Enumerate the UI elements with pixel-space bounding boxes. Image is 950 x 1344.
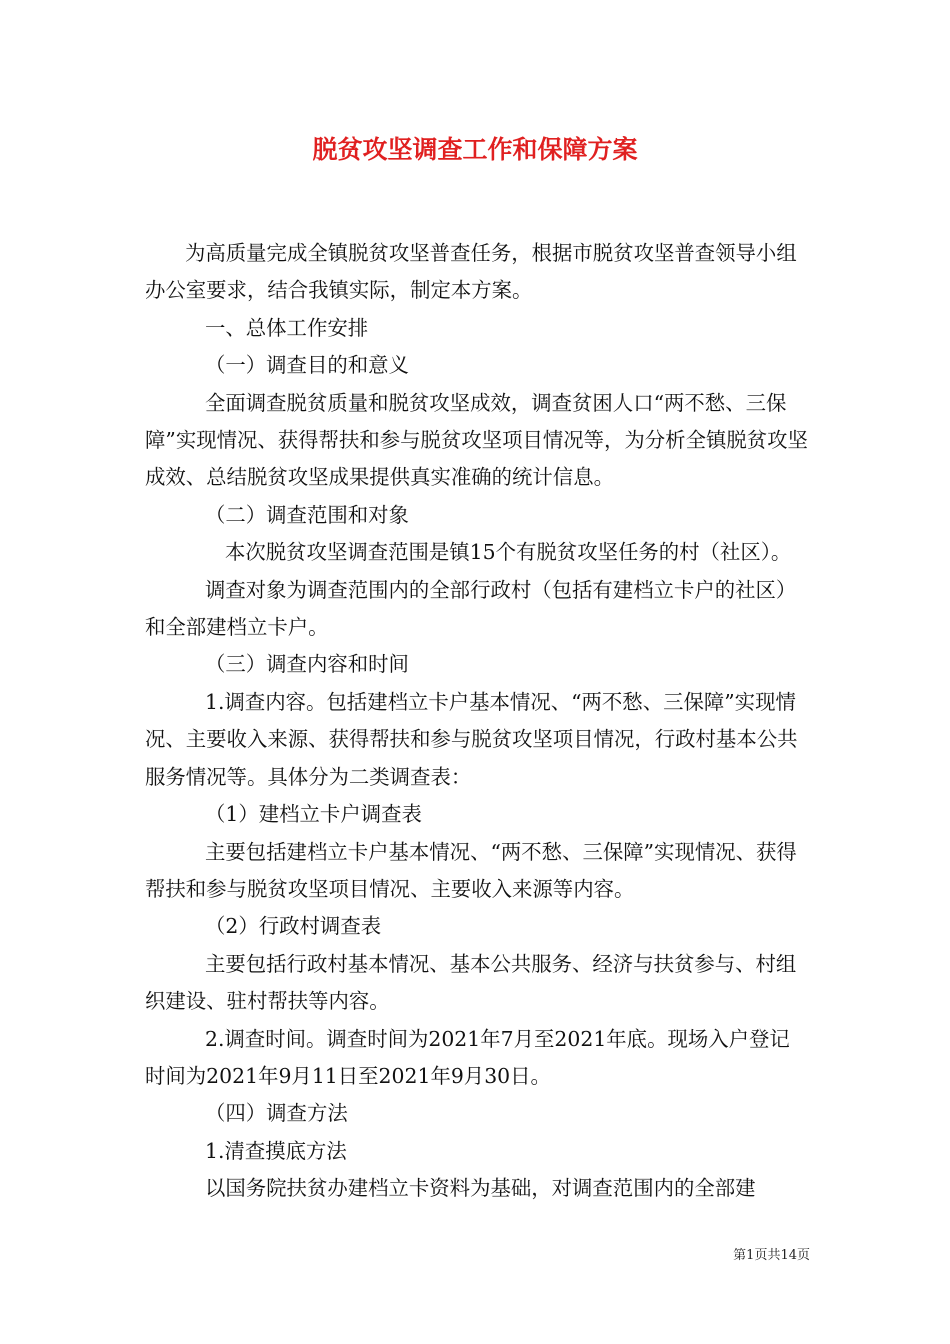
paragraph: 以国务院扶贫办建档立卡资料为基础，对调查范围内的全部建: [205, 1176, 756, 1201]
paragraph: 主要包括行政村基本情况、基本公共服务、经济与扶贫参与、村组织建设、驻村帮扶等内容。: [145, 951, 797, 1014]
paragraph: （2）行政村调查表: [205, 914, 382, 939]
paragraph: 调查对象为调查范围内的全部行政村（包括有建档立卡户的社区）和全部建档立卡户。: [145, 577, 797, 640]
paragraph: 为高质量完成全镇脱贫攻坚普查任务，根据市脱贫攻坚普查领导小组办公室要求，结合我镇实际，制定本方案。: [145, 241, 797, 303]
paragraph: 一、总体工作安排: [205, 315, 369, 340]
paragraph: 全面调查脱贫质量和脱贫攻坚成效，调查贫困人口“两不愁、三保障”实现情况、获得帮扶和参与脱贫攻坚项目情况等，为分析全镇脱贫攻坚成效、总结脱贫攻坚成果提供真实准确的统计信息。: [145, 390, 808, 490]
paragraph: 1.清查摸底方法: [205, 1138, 347, 1163]
paragraph: （四）调查方法: [205, 1101, 348, 1126]
paragraph: 1.调查内容。包括建档立卡户基本情况、“两不愁、三保障”实现情况、主要收入来源、获得帮扶和参与脱贫攻坚项目情况，行政村基本公共服务情况等。具体分为二类调查表：: [145, 689, 798, 789]
paragraph: 主要包括建档立卡户基本情况、“两不愁、三保障”实现情况、获得帮扶和参与脱贫攻坚项目情况、主要收入来源等内容。: [145, 839, 797, 901]
paragraph: （1）建档立卡户调查表: [205, 802, 422, 827]
paragraph: （二）调查范围和对象: [205, 502, 409, 527]
document-body: [145, 235, 810, 1208]
paragraph: （一）调查目的和意义: [205, 353, 409, 378]
document-title: 脱贫攻坚调查工作和保障方案: [312, 135, 638, 164]
paragraph: 2.调查时间。调查时间为2021年7月至2021年底。现场入户登记时间为2021年9月11日至2021年9月30日。: [145, 1026, 790, 1088]
paragraph: （三）调查内容和时间: [205, 652, 409, 677]
page-number: 第1页共14页: [733, 1248, 810, 1263]
paragraph: 本次脱贫攻坚调查范围是镇15个有脱贫攻坚任务的村（社区）。: [225, 540, 792, 565]
